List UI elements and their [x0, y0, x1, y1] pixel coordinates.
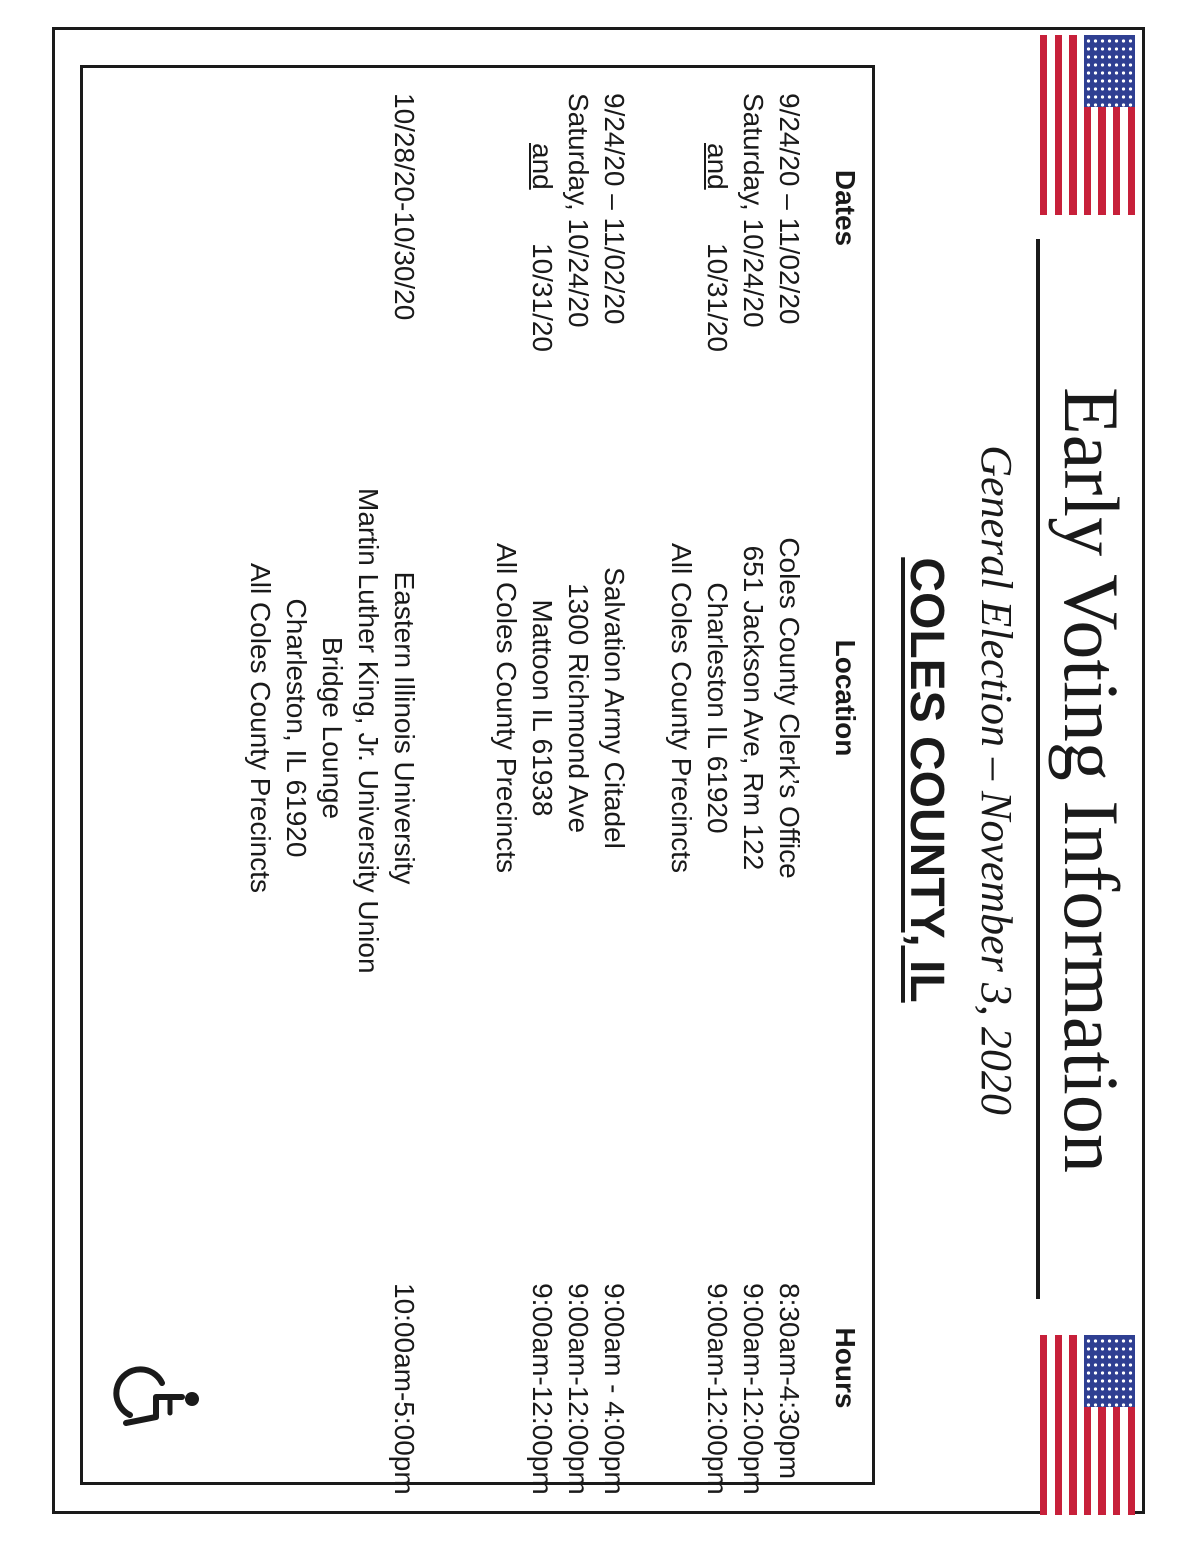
schedule-table	[80, 65, 875, 1495]
row-1-location	[663, 488, 807, 928]
row-3-location	[242, 488, 422, 974]
row-3-dates	[386, 93, 422, 320]
saturday-date-2: 10/31/20	[702, 243, 733, 352]
and-word: and	[527, 143, 558, 190]
location-address: 1300 Richmond Ave	[563, 582, 594, 834]
wheelchair-accessibility-icon	[112, 1353, 202, 1433]
us-flag-icon	[1040, 35, 1135, 215]
hours-line: 8:30am-4:30pm	[774, 1283, 805, 1480]
row-1-hours	[699, 1283, 807, 1495]
us-flag-icon	[1040, 1335, 1135, 1515]
and-word: and	[702, 143, 733, 190]
location-precincts: All Coles County Precincts	[491, 543, 522, 873]
location-name: Coles County Clerk’s Office	[774, 537, 805, 879]
row-2-dates	[524, 93, 632, 363]
and-line	[699, 93, 735, 363]
election-subtitle: General Election – November 3, 2020	[972, 445, 1021, 1115]
row-1-dates	[699, 93, 807, 363]
hours-line: 9:00am-12:00pm	[738, 1283, 769, 1495]
saturday-date-2: 10/31/20	[527, 243, 558, 352]
saturday-date: Saturday, 10/24/20	[738, 93, 769, 328]
county-heading: COLES COUNTY, IL	[900, 557, 953, 1003]
location-name: Eastern Illinois University	[389, 571, 420, 885]
flyer	[50, 35, 1140, 1515]
row-2-hours	[524, 1283, 632, 1495]
location-building: Martin Luther King, Jr. University Union	[353, 488, 384, 974]
hours-line: 10:00am-5:00pm	[389, 1283, 420, 1495]
location-precincts: All Coles County Precincts	[666, 543, 697, 873]
location-city: Charleston IL 61920	[702, 582, 733, 834]
saturday-date: Saturday, 10/24/20	[563, 93, 594, 328]
hours-line: 9:00am - 4:00pm	[599, 1283, 630, 1495]
location-room: Bridge Lounge	[317, 636, 348, 820]
hours-line: 9:00am-12:00pm	[527, 1283, 558, 1495]
date-range: 9/24/20 – 11/02/20	[599, 93, 630, 325]
hours-column-header: Hours	[830, 1327, 861, 1409]
hours-line: 9:00am-12:00pm	[702, 1283, 733, 1495]
location-column-header: Location	[830, 639, 861, 757]
dates-column-header: Dates	[830, 169, 861, 247]
location-name: Salvation Army Citadel	[599, 567, 630, 849]
hours-line: 9:00am-12:00pm	[563, 1283, 594, 1495]
location-city: Mattoon IL 61938	[527, 599, 558, 817]
date-range: 10/28/20-10/30/20	[389, 93, 420, 321]
row-3-hours	[386, 1283, 422, 1495]
page-title: Early Voting Information	[1048, 387, 1135, 1173]
location-city: Charleston, IL 61920	[281, 598, 312, 858]
row-2-location	[488, 488, 632, 928]
and-line	[524, 93, 560, 363]
location-precincts: All Coles County Precincts	[245, 563, 276, 893]
title-underline	[1036, 239, 1040, 1299]
location-address: 651 Jackson Ave, Rm 122	[738, 545, 769, 871]
date-range: 9/24/20 – 11/02/20	[774, 93, 805, 325]
